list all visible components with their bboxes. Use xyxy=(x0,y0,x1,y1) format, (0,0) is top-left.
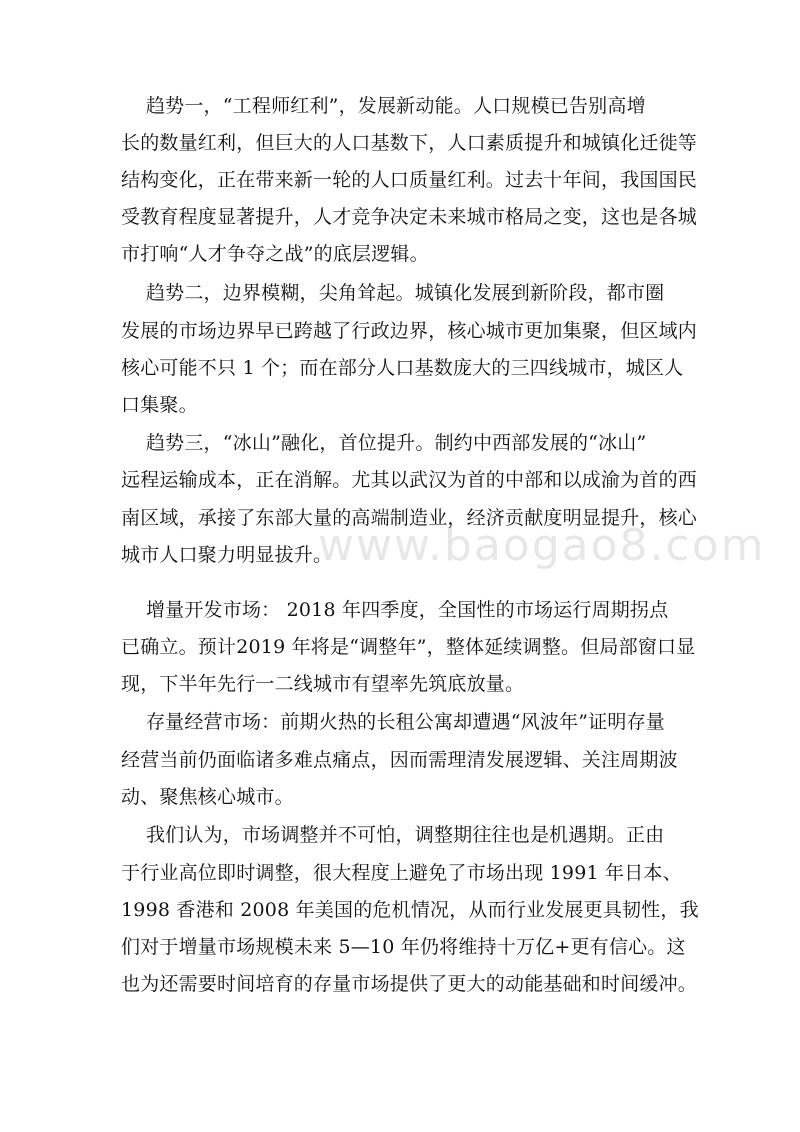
text-line: 趋势二，边界模糊，尖角耸起。城镇化发展到新阶段，都市圈 xyxy=(121,282,665,304)
text-line: 南区域，承接了东部大量的高端制造业，经济贡献度明显提升，核心 xyxy=(121,507,698,529)
text-line: 经营当前仍面临诸多难点痛点，因而需理清发展逻辑、关注周期波 xyxy=(121,749,678,771)
text-line: 于行业高位即时调整，很大程度上避免了市场出现 1991 年日本、 xyxy=(121,862,682,884)
text-line: 我们认为，市场调整并不可怕，调整期往往也是机遇期。正由 xyxy=(121,824,665,846)
text-line: 城市人口聚力明显拔升。 xyxy=(121,544,333,566)
text-line: 受教育程度显著提升，人才竞争决定未来城市格局之变，这也是各城 xyxy=(121,206,698,228)
text-line: 趋势三，“冰山”融化，首位提升。制约中西部发展的“冰山” xyxy=(121,432,647,454)
text-line: 核心可能不只 1 个；而在部分人口基数庞大的三四线城市，城区人 xyxy=(121,357,684,379)
text-line: 已确立。预计2019 年将是“调整年”，整体延续调整。但局部窗口显 xyxy=(121,636,696,658)
text-line: 趋势一，“工程师红利”，发展新动能。人口规模已告别高增 xyxy=(121,95,646,117)
text-line: 动、聚焦核心城市。 xyxy=(121,786,294,808)
text-line: 市打响“人才争夺之战”的底层逻辑。 xyxy=(121,243,429,265)
text-line: 增量开发市场： 2018 年四季度，全国性的市场运行周期拐点 xyxy=(121,599,669,621)
text-line: 口集聚。 xyxy=(121,394,198,416)
text-line: 远程运输成本，正在消解。尤其以武汉为首的中部和以成渝为首的西 xyxy=(121,469,698,491)
text-line: 发展的市场边界早已跨越了行政边界，核心城市更加集聚，但区域内 xyxy=(121,320,698,342)
text-line: 1998 香港和 2008 年美国的危机情况，从而行业发展更具韧性，我 xyxy=(121,899,699,921)
text-line: 现，下半年先行一二线城市有望率先筑底放量。 xyxy=(121,673,525,695)
watermark-text: www.baogao8.com xyxy=(318,520,766,571)
text-line: 们对于增量市场规模未来 5—10 年仍将维持十万亿+更有信心。这 xyxy=(121,936,686,958)
text-line: 结构变化，正在带来新一轮的人口质量红利。过去十年间，我国国民 xyxy=(121,169,698,191)
text-line: 存量经营市场：前期火热的长租公寓却遭遇“风波年”证明存量 xyxy=(121,711,665,733)
text-line: 也为还需要时间培育的存量市场提供了更大的动能基础和时间缓冲。 xyxy=(121,973,698,995)
text-line: 长的数量红利，但巨大的人口基数下，人口素质提升和城镇化迁徙等 xyxy=(121,132,698,154)
